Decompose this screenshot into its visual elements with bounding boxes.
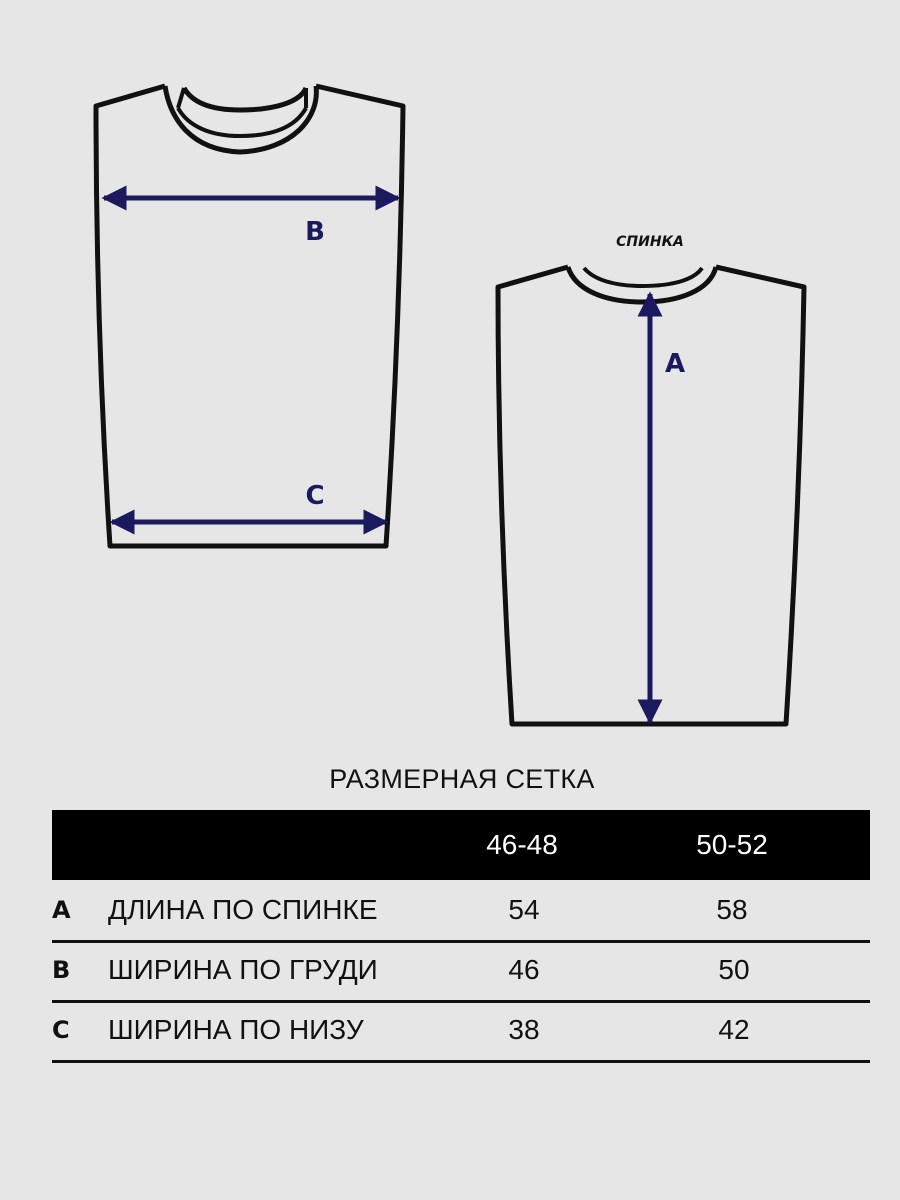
row-value: 38 [508, 1014, 540, 1045]
front-outline [96, 86, 403, 546]
row-letter: A [52, 896, 71, 924]
row-letter: C [52, 1016, 70, 1044]
chest-width-label: B [305, 217, 325, 247]
row-label: ШИРИНА ПО НИЗУ [108, 1014, 364, 1045]
row-value: 50 [718, 954, 750, 985]
row-value: 58 [716, 894, 748, 925]
table-row [52, 880, 870, 943]
row-label: ШИРИНА ПО ГРУДИ [108, 954, 378, 985]
front-collar-inner [184, 88, 306, 110]
row-label: ДЛИНА ПО СПИНКЕ [108, 894, 378, 925]
row-value: 46 [508, 954, 540, 985]
back-collar-inner [584, 268, 702, 286]
row-value: 42 [718, 1014, 750, 1045]
row-value: 54 [508, 894, 540, 925]
size-header-1: 46-48 [486, 829, 558, 860]
table-row [52, 1000, 870, 1063]
back-view-title: СПИНКА [616, 234, 684, 250]
back-length-label: A [664, 349, 686, 379]
back-view [498, 234, 804, 724]
size-header-2: 50-52 [696, 829, 768, 860]
row-letter: B [52, 956, 71, 984]
front-view [96, 86, 403, 546]
hem-width-label: C [305, 481, 325, 511]
size-chart-header [52, 810, 870, 880]
table-row [52, 940, 870, 1003]
size-chart-title: РАЗМЕРНАЯ СЕТКА [329, 764, 595, 794]
